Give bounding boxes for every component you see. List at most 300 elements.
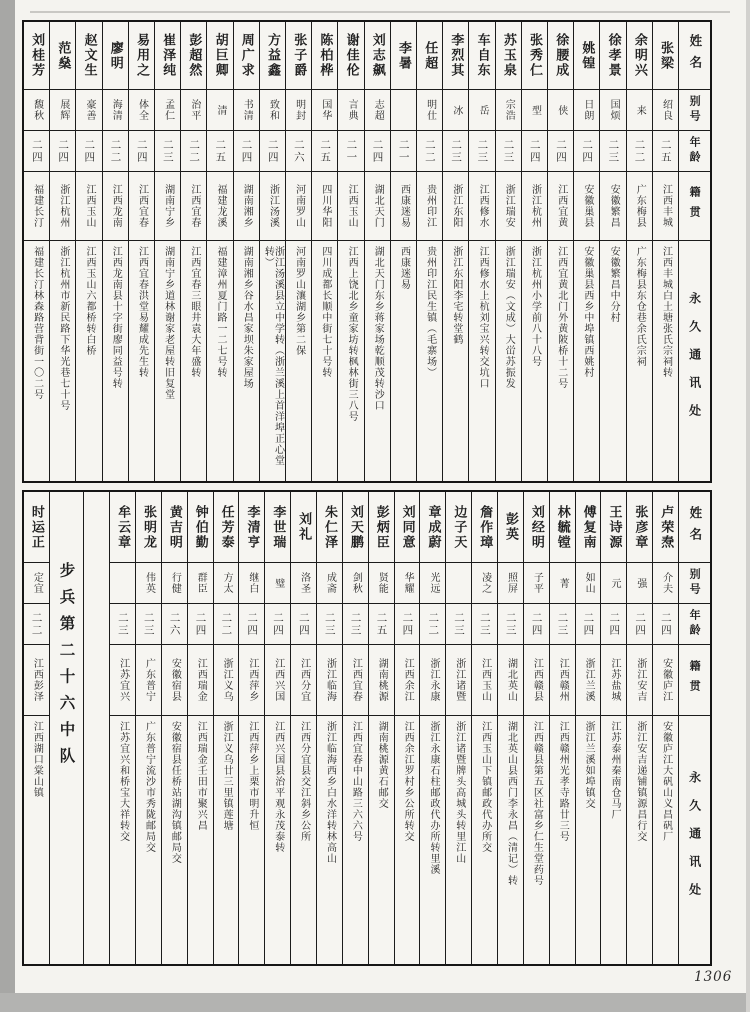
person-column: [443, 22, 469, 481]
native-place-cell: 江西余江: [395, 645, 420, 716]
person-column: [522, 22, 548, 481]
native-place-cell: 江西宜黄: [548, 172, 573, 241]
name-cell: 易用之: [129, 22, 154, 90]
address-cell: 湖北天门东乡蒋家场乾顺茂转沙口: [372, 246, 384, 411]
name-cell: 陈柏桦: [312, 22, 337, 90]
alias-cell: 明封: [286, 90, 311, 131]
native-place-cell: 浙江义乌: [214, 645, 239, 716]
name-cell: 牟云章: [110, 492, 135, 563]
address-cell: 江西瑞金壬田市聚兴昌: [195, 721, 207, 831]
alias-cell: 继白: [239, 563, 264, 604]
person-column: [265, 492, 291, 964]
name-cell: 方益鑫: [260, 22, 285, 90]
address-cell: 江西玉山下镇邮政代办所交: [479, 721, 491, 853]
native-place-cell: 福建龙溪: [207, 172, 232, 241]
alias-cell: 绍良: [653, 90, 678, 131]
name-cell: 张秀仁: [522, 22, 547, 90]
person-column: [188, 492, 214, 964]
person-column: [260, 22, 286, 481]
person-column: [469, 22, 495, 481]
alias-cell: 冰: [443, 90, 468, 131]
address-cell: 湖南宁乡道林谢家老屋转旧复堂: [162, 246, 174, 400]
native-place-cell: 浙江诸暨: [446, 645, 471, 716]
alias-cell: 海清: [103, 90, 128, 131]
name-cell: 张子爵: [286, 22, 311, 90]
age-cell: 二一: [391, 131, 416, 172]
name-cell: 傅复南: [576, 492, 601, 563]
native-place-cell: 浙江汤溪: [260, 172, 285, 241]
age-cell: 二四: [50, 131, 75, 172]
empty-cell: [84, 492, 109, 964]
age-cell: 二四: [76, 131, 101, 172]
header-age-label: 年龄: [679, 604, 710, 645]
name-cell: 彭炳臣: [369, 492, 394, 563]
alias-cell: 展辉: [50, 90, 75, 131]
name-cell: 钟伯勤: [188, 492, 213, 563]
header-address-label: 永久通讯处: [687, 771, 702, 911]
native-place-cell: 江西玉山: [338, 172, 363, 241]
native-place-cell: 江西分宜: [291, 645, 316, 716]
header-age-label: 年龄: [679, 131, 710, 172]
age-cell: 二三: [496, 131, 521, 172]
age-cell: 二四: [188, 604, 213, 645]
native-place-cell: 湖南桃源: [369, 645, 394, 716]
alias-cell: 方太: [214, 563, 239, 604]
name-cell: 林毓镗: [550, 492, 575, 563]
page-number: 1306: [694, 969, 733, 985]
age-cell: 二三: [472, 604, 497, 645]
name-cell: 周广求: [234, 22, 259, 90]
alias-cell: 宗浩: [496, 90, 521, 131]
header-alias-label: 别号: [679, 90, 710, 131]
person-column: [214, 492, 240, 964]
alias-cell: 言典: [338, 90, 363, 131]
native-place-cell: 安徽巢县: [574, 172, 599, 241]
age-cell: 二四: [260, 131, 285, 172]
header-column: [679, 492, 710, 964]
unit-label: 步兵第二十六中队: [57, 562, 76, 774]
person-column: [369, 492, 395, 964]
native-place-cell: 安徽繁昌: [600, 172, 625, 241]
name-cell: 胡巨卿: [207, 22, 232, 90]
name-cell: 刘经明: [524, 492, 549, 563]
address-cell: 江西宜春中山路三六六号: [350, 721, 362, 842]
address-cell: 浙江杭州市新民路下华光巷七十号: [57, 246, 69, 411]
address-cell: 安徽繁昌中分村: [608, 246, 620, 323]
alias-cell: 国烦: [600, 90, 625, 131]
header-address-label: 永久通讯处: [687, 292, 702, 432]
person-column: [239, 492, 265, 964]
person-column: [548, 22, 574, 481]
person-column: [136, 492, 162, 964]
header-name-label: 姓名: [679, 22, 710, 90]
name-cell: 余明兴: [627, 22, 652, 90]
age-cell: 二四: [524, 604, 549, 645]
address-cell: 浙江汤溪县立中学转（浙兰溪上首洋埠正心堂转）: [262, 246, 284, 466]
age-cell: 二五: [369, 604, 394, 645]
alias-cell: 行健: [162, 563, 187, 604]
address-cell: 江西玉山六都桥转白桥: [84, 246, 96, 356]
address-cell: 浙江兰溪如埠镇交: [583, 721, 595, 809]
alias-cell: 馥秋: [24, 90, 49, 131]
age-cell: 二二: [417, 131, 442, 172]
name-cell: 车自东: [469, 22, 494, 90]
name-cell: 苏玉泉: [496, 22, 521, 90]
age-cell: 二四: [129, 131, 154, 172]
age-cell: 二四: [239, 604, 264, 645]
alias-cell: 璧: [265, 563, 290, 604]
native-place-cell: 西康迷易: [391, 172, 416, 241]
address-cell: 江西湖口棠山镇: [31, 721, 43, 798]
name-cell: 李清亨: [239, 492, 264, 563]
person-column: [600, 22, 626, 481]
name-cell: 边子天: [446, 492, 471, 563]
scan-top-line: [30, 11, 730, 13]
age-cell: 二二: [24, 604, 49, 645]
native-place-cell: 江西兴国: [265, 645, 290, 716]
native-place-cell: 浙江安吉: [627, 645, 652, 716]
native-place-cell: 江西龙南: [103, 172, 128, 241]
native-place-cell: 河南罗山: [286, 172, 311, 241]
address-cell: 浙江诸暨牌头高城头转里江山: [453, 721, 465, 864]
native-place-cell: 浙江永康: [420, 645, 445, 716]
alias-cell: 照屏: [498, 563, 523, 604]
native-place-cell: 江苏宜兴: [110, 645, 135, 716]
native-place-cell: 广东普宁: [136, 645, 161, 716]
name-cell: 张彦章: [627, 492, 652, 563]
address-cell: 广东普宁流沙市秀陇邮局交: [143, 721, 155, 853]
age-cell: 二四: [627, 604, 652, 645]
address-cell: 福建长汀林森路营背街一〇二号: [31, 246, 43, 400]
name-cell: 李世瑞: [265, 492, 290, 563]
address-cell: 江西宜春三眼井袁大年盛转: [188, 246, 200, 378]
age-cell: 二一: [338, 131, 363, 172]
name-cell: 任超: [417, 22, 442, 90]
person-column: [496, 22, 522, 481]
person-column: [155, 22, 181, 481]
header-native-label: 籍贯: [679, 645, 710, 716]
name-cell: 时运正: [24, 492, 49, 563]
native-place-cell: 四川华阳: [312, 172, 337, 241]
name-cell: 崔泽纯: [155, 22, 180, 90]
name-cell: 朱仁泽: [317, 492, 342, 563]
address-cell: 江西兴国县治平观永茂泰转: [272, 721, 284, 853]
person-column: [129, 22, 155, 481]
alias-cell: 孟仁: [155, 90, 180, 131]
name-cell: 刘志飙: [365, 22, 390, 90]
native-place-cell: 浙江杭州: [522, 172, 547, 241]
address-cell: 四川成都长顺中街七十号转: [319, 246, 331, 378]
address-cell: 西康迷易: [398, 246, 410, 290]
person-column: [24, 492, 50, 964]
name-cell: 谢佳伦: [338, 22, 363, 90]
person-column: [76, 22, 102, 481]
native-place-cell: 江西宜春: [181, 172, 206, 241]
address-cell: 浙江瑞安（文成）大峃苏振发: [503, 246, 515, 389]
person-column: [24, 22, 50, 481]
alias-cell: 治平: [181, 90, 206, 131]
person-column: [181, 22, 207, 481]
name-cell: 章成蔚: [420, 492, 445, 563]
person-column: [653, 22, 679, 481]
name-cell: 范燊: [50, 22, 75, 90]
alias-cell: 华耀: [395, 563, 420, 604]
person-column: [391, 22, 417, 481]
person-column: [338, 22, 364, 481]
native-place-cell: 江西玉山: [472, 645, 497, 716]
native-place-cell: 江西赣州: [550, 645, 575, 716]
unit-column: [50, 492, 85, 964]
native-place-cell: 江西宜春: [129, 172, 154, 241]
native-place-cell: 安徽庐江: [653, 645, 678, 716]
name-cell: 李烈其: [443, 22, 468, 90]
age-cell: 二五: [653, 131, 678, 172]
alias-cell: 志超: [365, 90, 390, 131]
age-cell: 二五: [312, 131, 337, 172]
address-cell: 浙江东阳李宅转堂鹤: [450, 246, 462, 345]
alias-cell: 岳: [469, 90, 494, 131]
age-cell: 二二: [627, 131, 652, 172]
native-place-cell: 广东梅县: [627, 172, 652, 241]
scan-edge-right: [746, 0, 750, 1012]
person-column: [653, 492, 679, 964]
native-place-cell: 江西宜春: [343, 645, 368, 716]
name-cell: 彭超然: [181, 22, 206, 90]
alias-cell: 书清: [234, 90, 259, 131]
header-name-label: 姓名: [679, 492, 710, 563]
name-cell: 卢荣焘: [653, 492, 678, 563]
person-column: [343, 492, 369, 964]
name-cell: 徐孝景: [600, 22, 625, 90]
alias-cell: 强: [627, 563, 652, 604]
person-column: [627, 492, 653, 964]
name-cell: 李暑: [391, 22, 416, 90]
address-cell: 浙江义乌廿三里镇莲塘: [221, 721, 233, 831]
name-cell: 彭英: [498, 492, 523, 563]
age-cell: 二二: [103, 131, 128, 172]
age-cell: 二三: [155, 131, 180, 172]
age-cell: 二四: [24, 131, 49, 172]
address-cell: 江西余江罗村乡公所转交: [402, 721, 414, 842]
address-cell: 福建漳州夏门路一二七号转: [215, 246, 227, 378]
person-column: [50, 22, 76, 481]
name-cell: 廖明: [103, 22, 128, 90]
scan-edge-bottom: [0, 993, 750, 1012]
native-place-cell: 江西修水: [469, 172, 494, 241]
native-place-cell: 江西丰城: [653, 172, 678, 241]
alias-cell: 如山: [576, 563, 601, 604]
person-column: [234, 22, 260, 481]
age-cell: 二四: [365, 131, 390, 172]
name-cell: 徐腰成: [548, 22, 573, 90]
native-place-cell: 江苏盐城: [601, 645, 626, 716]
address-cell: 江西宜春洪堂易耀成先生转: [136, 246, 148, 378]
native-place-cell: 湖南湘乡: [234, 172, 259, 241]
address-cell: 江西分宜县交江斜乡公所: [298, 721, 310, 842]
alias-cell: 侠: [548, 90, 573, 131]
alias-cell: [110, 563, 135, 604]
person-column: [312, 22, 338, 481]
native-place-cell: 浙江东阳: [443, 172, 468, 241]
address-cell: 河南罗山瀼湖乡第二保: [293, 246, 305, 356]
person-column: [103, 22, 129, 481]
name-cell: 刘天鹏: [343, 492, 368, 563]
alias-cell: 介夫: [653, 563, 678, 604]
person-column: [395, 492, 421, 964]
name-cell: 刘礼: [291, 492, 316, 563]
age-cell: 二三: [317, 604, 342, 645]
address-cell: 江西丰城白土塘张氏宗祠转: [660, 246, 672, 378]
alias-cell: 清: [207, 90, 232, 131]
empty-column: [84, 492, 110, 964]
person-column: [446, 492, 472, 964]
age-cell: 二六: [286, 131, 311, 172]
age-cell: 二三: [443, 131, 468, 172]
alias-cell: [391, 90, 416, 131]
age-cell: 二四: [395, 604, 420, 645]
address-cell: 江苏宜兴和桥宝大祥转交: [117, 721, 129, 842]
header-native-label: 籍贯: [679, 172, 710, 241]
alias-cell: 国华: [312, 90, 337, 131]
address-cell: 安徽巢县西乡中埠镇西姚村: [581, 246, 593, 378]
address-cell: 湖南桃源黄石邮交: [376, 721, 388, 809]
address-cell: 浙江永康石柱邮政代办所转里溪: [427, 721, 439, 875]
name-cell: 黄吉明: [162, 492, 187, 563]
native-place-cell: 贵州印江: [417, 172, 442, 241]
person-column: [524, 492, 550, 964]
age-cell: 二三: [550, 604, 575, 645]
address-cell: 江西龙南县十字街廖同益号转: [110, 246, 122, 389]
age-cell: 二四: [548, 131, 573, 172]
alias-cell: 致和: [260, 90, 285, 131]
alias-cell: 日朗: [574, 90, 599, 131]
alias-cell: 凌之: [472, 563, 497, 604]
native-place-cell: 江西瑞金: [188, 645, 213, 716]
native-place-cell: 湖北天门: [365, 172, 390, 241]
alias-cell: 明仕: [417, 90, 442, 131]
native-place-cell: 福建长汀: [24, 172, 49, 241]
alias-cell: 洛圣: [291, 563, 316, 604]
address-cell: 江西上饶北乡童家坊转枫林街三八号: [346, 246, 358, 422]
alias-cell: 豪善: [76, 90, 101, 131]
native-place-cell: 安徽宿县: [162, 645, 187, 716]
person-column: [286, 22, 312, 481]
address-cell: 江西赣县第五区社富乡仁生堂药号: [531, 721, 543, 886]
address-cell: 浙江临海西乡白水洋转林高山: [324, 721, 336, 864]
age-cell: 二三: [469, 131, 494, 172]
alias-cell: 来: [627, 90, 652, 131]
age-cell: 二四: [234, 131, 259, 172]
person-column: [365, 22, 391, 481]
address-cell: 广东梅县东仓巷余氏宗祠: [634, 246, 646, 367]
person-column: [207, 22, 233, 481]
age-cell: 二六: [162, 604, 187, 645]
age-cell: 二三: [446, 604, 471, 645]
name-cell: 任芳泰: [214, 492, 239, 563]
name-cell: 张明龙: [136, 492, 161, 563]
native-place-cell: 浙江杭州: [50, 172, 75, 241]
native-place-cell: 江西赣县: [524, 645, 549, 716]
native-place-cell: 湖北英山: [498, 645, 523, 716]
name-cell: 姚锽: [574, 22, 599, 90]
person-column: [291, 492, 317, 964]
age-cell: 二四: [574, 131, 599, 172]
name-cell: 张梁: [653, 22, 678, 90]
native-place-cell: 江西萍乡: [239, 645, 264, 716]
roster-table-top: [22, 20, 712, 483]
age-cell: 二三: [343, 604, 368, 645]
age-cell: 二三: [110, 604, 135, 645]
alias-cell: 成斋: [317, 563, 342, 604]
name-cell: 赵文生: [76, 22, 101, 90]
native-place-cell: 湖南宁乡: [155, 172, 180, 241]
address-cell: 贵州印江民生镇（毛寨场）: [424, 246, 436, 378]
alias-cell: 贤能: [369, 563, 394, 604]
alias-cell: 元: [601, 563, 626, 604]
name-cell: 刘桂芳: [24, 22, 49, 90]
age-cell: 二二: [214, 604, 239, 645]
age-cell: 二四: [653, 604, 678, 645]
age-cell: 二二: [420, 604, 445, 645]
address-cell: 湖南湘乡谷水昌家坝朱家屋场: [241, 246, 253, 389]
native-place-cell: 浙江兰溪: [576, 645, 601, 716]
age-cell: 二四: [601, 604, 626, 645]
address-cell: 江苏泰州秦南仓马厂: [608, 721, 620, 820]
scan-edge-left: [0, 0, 15, 1012]
address-cell: 江西萍乡上栗市明升恒: [246, 721, 258, 831]
person-column: [472, 492, 498, 964]
person-column: [420, 492, 446, 964]
address-cell: 江西赣州光孝寺路廿三号: [557, 721, 569, 842]
header-alias-label: 别号: [679, 563, 710, 604]
alias-cell: 菁: [550, 563, 575, 604]
person-column: [601, 492, 627, 964]
person-column: [576, 492, 602, 964]
address-cell: 江西宜黄北门外黄陂桥十二号: [555, 246, 567, 389]
native-place-cell: 江西彭泽: [24, 645, 49, 716]
age-cell: 二三: [136, 604, 161, 645]
age-cell: 二三: [600, 131, 625, 172]
person-column: [550, 492, 576, 964]
alias-cell: 子平: [524, 563, 549, 604]
address-cell: 浙江杭州小学前八十八号: [529, 246, 541, 367]
alias-cell: 伟英: [136, 563, 161, 604]
native-place-cell: 浙江临海: [317, 645, 342, 716]
age-cell: 二四: [576, 604, 601, 645]
alias-cell: 群臣: [188, 563, 213, 604]
person-column: [498, 492, 524, 964]
alias-cell: 剑秋: [343, 563, 368, 604]
name-cell: 王诗源: [601, 492, 626, 563]
person-column: [110, 492, 136, 964]
person-column: [162, 492, 188, 964]
age-cell: 二二: [181, 131, 206, 172]
age-cell: 二三: [498, 604, 523, 645]
native-place-cell: 江西玉山: [76, 172, 101, 241]
alias-cell: 体全: [129, 90, 154, 131]
address-cell: 江西修水上杭刘宝兴转交坑口: [477, 246, 489, 389]
age-cell: 二五: [207, 131, 232, 172]
age-cell: 二四: [522, 131, 547, 172]
name-cell: 刘同意: [395, 492, 420, 563]
roster-table-bottom: [22, 490, 712, 966]
age-cell: 二四: [265, 604, 290, 645]
address-cell: 湖北英山县西门李永昌（清记）转: [505, 721, 517, 886]
age-cell: 二四: [291, 604, 316, 645]
name-cell: 詹作璋: [472, 492, 497, 563]
alias-cell: 定宜: [24, 563, 49, 604]
native-place-cell: 浙江瑞安: [496, 172, 521, 241]
